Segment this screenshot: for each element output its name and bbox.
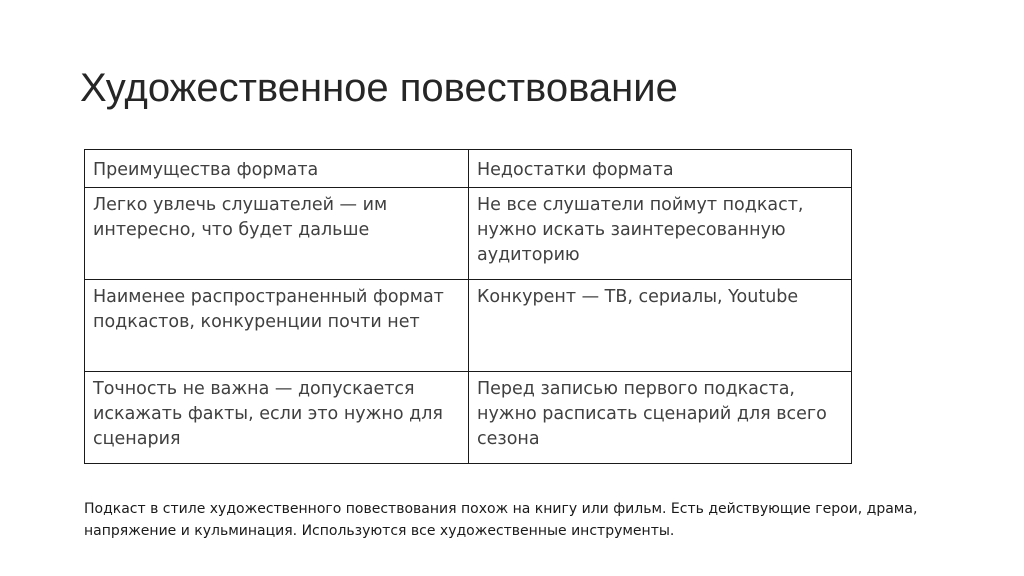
- table-row: [85, 188, 852, 280]
- table-row: [85, 280, 852, 372]
- table-row: [85, 372, 852, 464]
- advantage-cell: Легко увлечь слушателей — им интересно, что будет дальше: [85, 188, 469, 280]
- slide-description: Подкаст в стиле художественного повествования похож на книгу или фильм. Есть действующие герои, драма, напряжение и кульминация. Используются все художественные инструменты.: [84, 501, 918, 539]
- disadvantage-cell: Не все слушатели поймут подкаст, нужно искать заинтересованную аудиторию: [469, 188, 852, 280]
- disadvantage-cell: Перед записью первого подкаста, нужно расписать сценарий для всего сезона: [469, 372, 852, 464]
- disadvantage-cell: Конкурент — ТВ, сериалы, Youtube: [469, 280, 852, 372]
- header-disadvantages: Недостатки формата: [469, 150, 852, 188]
- advantage-cell: Наименее распространенный формат подкастов, конкуренции почти нет: [85, 280, 469, 372]
- table-header-row: [85, 150, 852, 188]
- slide-title: Художественное повествование: [80, 66, 678, 110]
- header-advantages: Преимущества формата: [85, 150, 469, 188]
- format-comparison-table: [84, 149, 852, 464]
- advantage-cell: Точность не важна — допускается искажать факты, если это нужно для сценария: [85, 372, 469, 464]
